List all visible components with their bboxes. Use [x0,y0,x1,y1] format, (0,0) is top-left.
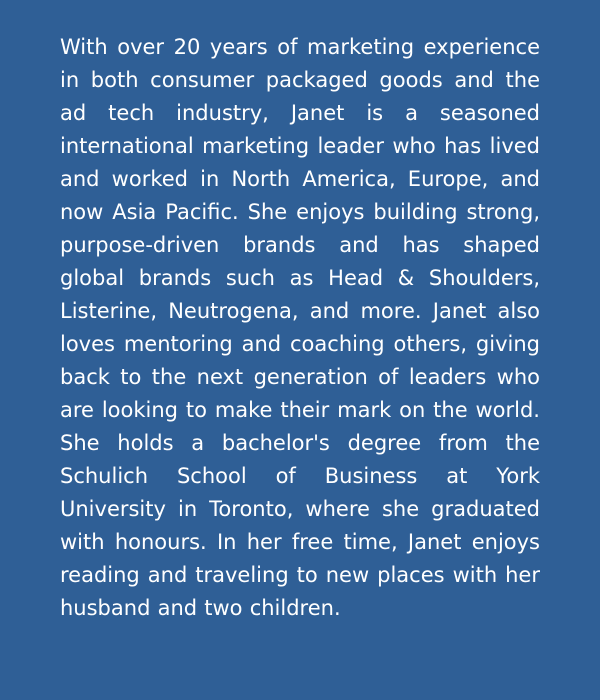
bio-paragraph: With over 20 years of marketing experience in both consumer packaged goods and the ad tech industry, Janet is a seasoned international marketing leader who has lived and worked in North America, Europe, and now Asia Pacific. She enjoys building strong, purpose-driven brands and has shaped global brands such as Head & Shoulders, Listerine, Neutrogena, and more. Janet also loves mentoring and coaching others, giving back to the next generation of leaders who are looking to make their mark on the world. She holds a bachelor's degree from the Schulich School of Business at York University in Toronto, where she graduated with honours. In her free time, Janet enjoys reading and traveling to new places with her husband and two children. [60,35,540,620]
